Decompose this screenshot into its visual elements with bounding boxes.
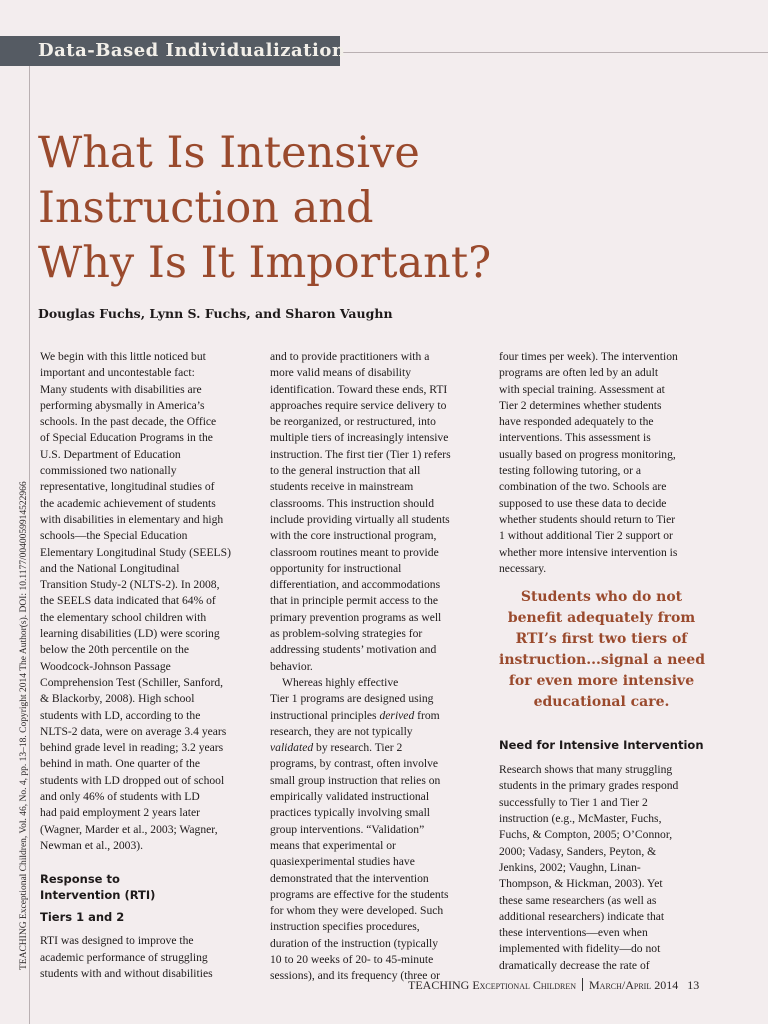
col3-text-line: whether more intensive intervention is <box>499 545 678 559</box>
col3-after-text-line: implemented with fidelity—do not <box>499 942 661 956</box>
col3-text-line: supposed to use these data to decide <box>499 496 667 510</box>
col1-text-line: and only 46% of students with LD <box>40 790 200 804</box>
pull-quote-line: for even more intensive <box>508 673 695 689</box>
col2-rest-text-line: sessions), and its frequency (three or <box>270 969 440 983</box>
col1-text-line: students with LD dropped out of school <box>40 773 225 787</box>
col1-text-line: schools. In the past decade, the Office <box>40 415 217 429</box>
col1-after-text-line: RTI was designed to improve the <box>40 934 194 948</box>
heading-tiers <box>40 909 250 925</box>
column-1-body-after <box>40 933 250 982</box>
column-3-body-after <box>499 762 709 974</box>
section-banner: Data-Based Individualization <box>0 36 340 66</box>
col2-text-line: primary prevention programs as well <box>270 610 442 624</box>
column-3-body <box>499 349 709 577</box>
pull-quote-line: Students who do not <box>520 589 683 605</box>
col1-text-line: & Blackorby, 2008). High school <box>40 692 195 706</box>
column-2 <box>270 349 480 985</box>
col1-text-line: below the 20th percentile on the <box>40 643 190 657</box>
col3-after-text-line: Fuchs, & Compton, 2005; O’Connor, <box>499 828 673 842</box>
col2-text-line: classrooms. This instruction should <box>270 496 435 510</box>
col1-after-text-line: students with and without disabilities <box>40 966 213 980</box>
col3-after-text-line: successfully to Tier 1 and Tier 2 <box>499 795 648 809</box>
col2-rest-text-line: demonstrated that the intervention <box>270 871 429 885</box>
col1-text-line: students with LD, according to the <box>40 708 201 722</box>
col2-rest-text-line: duration of the instruction (typically <box>270 936 439 950</box>
col2-text-line: as problem-solving strategies for <box>270 627 423 641</box>
col1-text-line: of Special Education Programs in the <box>40 431 213 445</box>
col1-text-line: with disabilities in elementary and high <box>40 512 224 526</box>
col2-rest-text-line: programs, by contrast, often involve <box>270 757 439 771</box>
col2-text-line: be reorganized, or restructured, into <box>270 415 436 429</box>
col2-rest-text-line: instruction specifies procedures, <box>270 920 420 934</box>
paragraph-2-line-2: Tier 1 programs are designed using <box>270 692 434 706</box>
title-line-2: Instruction and <box>38 183 374 233</box>
col1-after-text-line: academic performance of struggling <box>40 950 208 964</box>
col1-text-line: U.S. Department of Education <box>40 447 181 461</box>
col2-text-line: include providing virtually all students <box>270 512 450 526</box>
col1-text-line: Many students with disabilities are <box>40 382 202 396</box>
col3-text-line: whether students should return to Tier <box>499 512 676 526</box>
col1-text-line: (Wagner, Marder et al., 2003; Wagner, <box>40 822 218 836</box>
col1-text-line: Comprehension Test (Schiller, Sanford, <box>40 675 224 689</box>
col3-text-line: necessary. <box>499 561 547 575</box>
col3-after-text-line: these interventions—even when <box>499 926 648 940</box>
col2-text-line: behavior. <box>270 659 313 673</box>
col3-text-line: four times per week). The intervention <box>499 350 678 363</box>
footer-issue: March/April 2014 <box>589 978 679 992</box>
paragraph-2-first-line: Whereas highly effective <box>282 675 399 689</box>
col2-text-line: more valid means of disability <box>270 366 412 380</box>
col2-rest-text-line: practices typically involving small <box>270 806 431 820</box>
heading-need-text: Need for Intensive Intervention <box>499 738 704 753</box>
col1-text-line: performing abysmally in America’s <box>40 398 205 412</box>
col2-rest-text-line: for whom they were developed. Such <box>270 904 444 918</box>
column-2-body-rest <box>270 756 480 984</box>
col1-text-line: Elementary Longitudinal Study (SEELS) <box>40 545 231 559</box>
col1-text-line: the academic achievement of students <box>40 496 216 510</box>
col1-text-line: had paid employment 2 years later <box>40 806 201 820</box>
col2-text-line: identification. Toward these ends, RTI <box>270 382 448 396</box>
col3-text-line: combination of the two. Schools are <box>499 480 667 494</box>
col2-rest-text-line: empirically validated instructional <box>270 790 430 804</box>
pull-quote <box>499 587 704 713</box>
col3-after-text-line: these same researchers (as well as <box>499 893 657 907</box>
citation-text: TEACHING Exceptional Children, Vol. 46, No. 4, pp. 13–18. Copyright 2014 The Author(s). DOI: 10.1177/0040059914522966 <box>19 481 29 970</box>
col1-text-line: the SEELS data indicated that 64% of <box>40 594 216 608</box>
col3-after-text-line: dramatically decrease the rate of <box>499 958 650 972</box>
margin-rule <box>29 36 30 1024</box>
col2-text-line: with the core instructional program, <box>270 529 437 543</box>
col2-text-line: instruction. The first tier (Tier 1) refers <box>270 447 451 461</box>
pull-quote-line: instruction...signal a need <box>499 652 706 668</box>
col1-text-line: Transition Study-2 (NLTS-2). In 2008, <box>40 578 220 592</box>
citation-sidebar <box>9 470 29 970</box>
col2-rest-text-line: quasiexperimental studies have <box>270 855 415 869</box>
paragraph-2-line-3 <box>270 708 480 724</box>
col3-text-line: testing following tutoring, or a <box>499 464 642 478</box>
article-title <box>38 126 491 291</box>
col1-text-line: Woodcock-Johnson Passage <box>40 659 171 673</box>
p2-l3-text-b: from <box>414 708 440 722</box>
paragraph-2-line-4: research, they are not typically <box>270 724 413 738</box>
heading-tiers-text: Tiers 1 and 2 <box>40 910 125 925</box>
col2-rest-text-line: programs are effective for the students <box>270 887 449 901</box>
col3-text-line: usually based on progress monitoring, <box>499 447 676 461</box>
col2-text-line: that in principle permit access to the <box>270 594 439 608</box>
col1-text-line: behind grade level in reading; 3.2 years <box>40 741 224 755</box>
footer-page-number: 13 <box>687 978 700 992</box>
heading-rti-line-2: Intervention (RTI) <box>40 888 156 903</box>
author-line: Douglas Fuchs, Lynn S. Fuchs, and Sharon Vaughn <box>38 306 393 321</box>
col1-text-line: schools—the Special Education <box>40 529 188 543</box>
pull-quote-line: benefit adequately from <box>507 610 696 626</box>
col3-after-text-line: instruction (e.g., McMaster, Fuchs, <box>499 812 662 826</box>
col2-text-line: multiple tiers of increasingly intensive <box>270 431 449 445</box>
col3-text-line: have responded adequately to the <box>499 415 654 429</box>
heading-rti-line-1: Response to <box>40 872 120 887</box>
col2-rest-text-line: small group instruction that relies on <box>270 773 441 787</box>
p2-l5-emphasis: validated <box>270 741 314 755</box>
col3-after-text-line: Research shows that many struggling <box>499 763 673 777</box>
col2-text-line: students receive in mainstream <box>270 480 414 494</box>
heading-need <box>499 737 709 753</box>
page-footer <box>408 978 699 993</box>
footer-journal-a: TEACHING <box>408 978 473 992</box>
heading-rti <box>40 871 250 903</box>
col3-after-text-line: Jenkins, 2002; Vaughn, Linan- <box>499 860 641 874</box>
column-1-body <box>40 349 250 854</box>
col3-after-text-line: students in the primary grades respond <box>499 779 679 793</box>
col3-after-text-line: Thompson, & Hickman, 2003). Yet <box>499 877 663 891</box>
col3-text-line: 1 without additional Tier 2 support or <box>499 529 673 543</box>
pull-quote-line: educational care. <box>533 694 670 710</box>
col2-text-line: to the general instruction that all <box>270 464 421 478</box>
col1-text-line: behind in math. One quarter of the <box>40 757 201 771</box>
col3-after-text-line: 2000; Vadasy, Sanders, Peyton, & <box>499 844 657 858</box>
col2-rest-text-line: group interventions. “Validation” <box>270 822 425 836</box>
title-line-3: Why Is It Important? <box>38 238 492 288</box>
col2-text-line: approaches require service delivery to <box>270 398 447 412</box>
col2-rest-text-line: means that experimental or <box>270 838 396 852</box>
footer-separator <box>582 978 583 991</box>
p2-l3-emphasis: derived <box>379 708 415 722</box>
col1-text-line: the elementary school children with <box>40 610 207 624</box>
col2-text-line: addressing students’ motivation and <box>270 643 437 657</box>
p2-l3-text-a: instructional principles <box>270 708 380 722</box>
col2-text-line: and to provide practitioners with a <box>270 350 430 363</box>
col1-text-line: important and uncontestable fact: <box>40 366 195 380</box>
col2-text-line: opportunity for instructional <box>270 561 402 575</box>
paragraph-2-line-5 <box>270 740 480 756</box>
col3-text-line: Tier 2 determines whether students <box>499 398 662 412</box>
col3-text-line: with special training. Assessment at <box>499 382 665 396</box>
col1-text-line: We begin with this little noticed but <box>40 350 206 363</box>
col1-text-line: learning disabilities (LD) were scoring <box>40 627 220 641</box>
col1-text-line: commissioned two nationally <box>40 464 177 478</box>
col3-text-line: programs are often led by an adult <box>499 366 659 380</box>
p2-l5-text-b: by research. Tier 2 <box>313 741 403 755</box>
col2-rest-text-line: 10 to 20 weeks of 20- to 45-minute <box>270 952 434 966</box>
title-line-1: What Is Intensive <box>38 128 420 178</box>
footer-journal-b: Exceptional Children <box>472 978 576 992</box>
col1-text-line: Newman et al., 2003). <box>40 838 144 852</box>
col3-text-line: interventions. This assessment is <box>499 431 651 445</box>
column-2-body <box>270 349 480 675</box>
col2-text-line: differentiation, and accommodations <box>270 578 441 592</box>
col3-after-text-line: additional researchers) indicate that <box>499 909 665 923</box>
column-1 <box>40 349 250 982</box>
col2-text-line: classroom routines meant to provide <box>270 545 439 559</box>
col1-text-line: representative, longitudinal studies of <box>40 480 215 494</box>
col1-text-line: NLTS-2 data, were on average 3.4 years <box>40 724 227 738</box>
col1-text-line: and the National Longitudinal <box>40 561 180 575</box>
pull-quote-line: RTI’s first two tiers of <box>515 631 688 647</box>
